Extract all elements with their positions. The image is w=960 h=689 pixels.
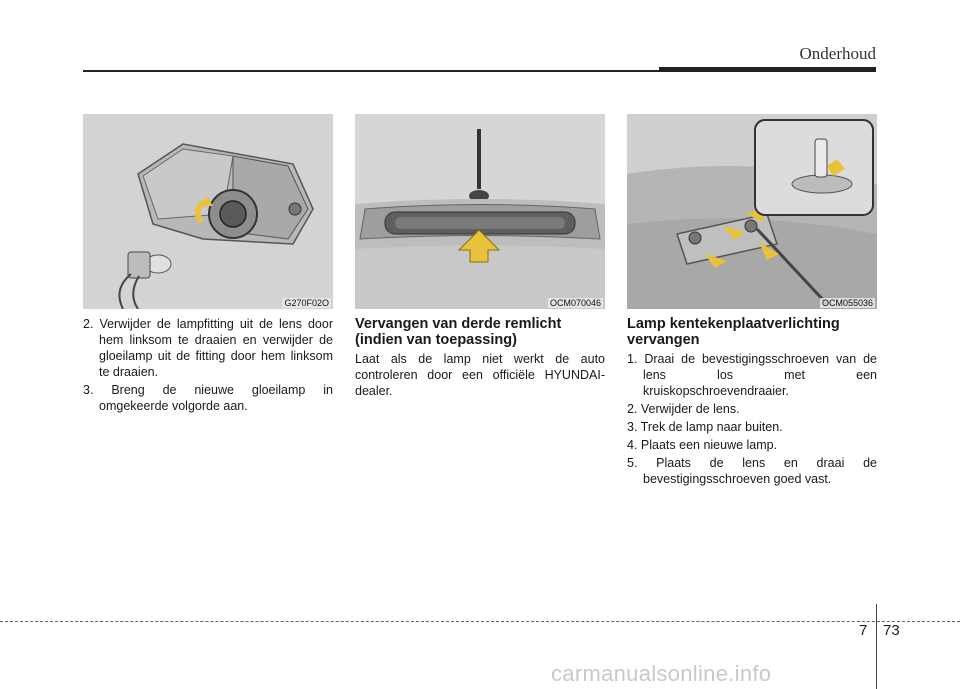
figure-code: G270F02O bbox=[284, 298, 329, 308]
figure-high-mount-stop-lamp bbox=[355, 114, 605, 309]
header-rule-accent bbox=[659, 67, 876, 72]
section-heading: Lamp kentekenplaatverlichting vervangen bbox=[627, 316, 840, 348]
footer-divider bbox=[876, 604, 877, 689]
figure-license-plate-lamp bbox=[627, 114, 877, 309]
step-list bbox=[83, 316, 333, 414]
list-item: 2. Verwijder de lampfitting uit de lens door hem linksom te draaien en verwijder de gloeilamp uit de fitting door hem linksom te draaien. bbox=[83, 317, 333, 379]
footer-rule bbox=[0, 621, 960, 622]
column-license-plate-lamp bbox=[627, 316, 877, 489]
page-number: 73 bbox=[883, 622, 900, 639]
license-lamp-illustration bbox=[627, 114, 877, 309]
list-item: 2. Verwijder de lens. bbox=[627, 402, 740, 416]
stop-lamp-illustration bbox=[355, 114, 605, 309]
header-rule bbox=[83, 70, 661, 72]
list-item: 3. Breng de nieuwe gloeilamp in omgekeerde volgorde aan. bbox=[83, 383, 333, 413]
column-high-mount-stop-lamp bbox=[355, 316, 605, 399]
list-item: 4. Plaats een nieuwe lamp. bbox=[627, 438, 778, 452]
tail-lamp-illustration bbox=[83, 114, 333, 309]
column-bulb-socket-steps bbox=[83, 316, 333, 416]
list-item: 1. Draai de bevestigingsschroeven van de lens los met een kruiskopschroevendraaier. bbox=[627, 352, 877, 398]
list-item: 3. Trek de lamp naar buiten. bbox=[627, 420, 783, 434]
watermark: carmanualsonline.info bbox=[551, 661, 772, 686]
chapter-number: 7 bbox=[859, 622, 868, 639]
section-heading: Vervangen van derde remlicht (indien van toepassing) bbox=[355, 316, 562, 348]
figure-tail-lamp-socket bbox=[83, 114, 333, 309]
step-list bbox=[627, 351, 877, 487]
section-title: Onderhoud bbox=[799, 44, 876, 63]
list-item: 5. Plaats de lens en draai de bevestigingsschroeven goed vast. bbox=[627, 456, 877, 486]
body-text: Laat als de lamp niet werkt de auto controleren door een officiële HYUNDAI-dealer. bbox=[355, 352, 605, 398]
figure-code: OCM055036 bbox=[821, 298, 873, 308]
figure-code: OCM070046 bbox=[549, 298, 601, 308]
